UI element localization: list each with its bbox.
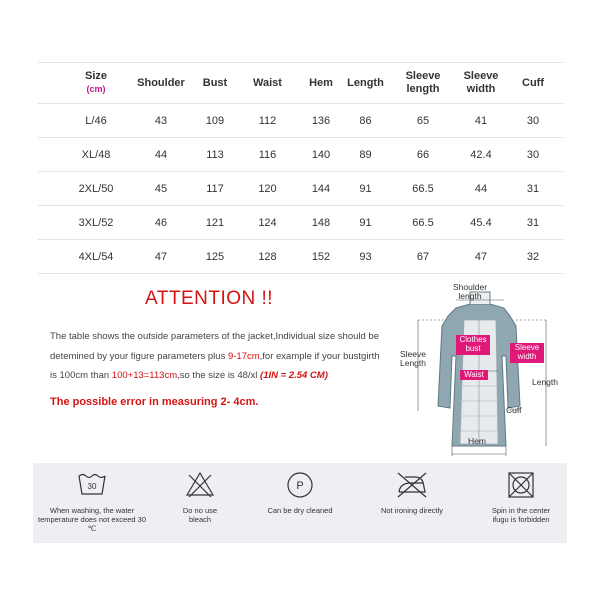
cell-cuff: 32 [526, 250, 540, 263]
cell-bust: 113 [206, 148, 224, 161]
label-shoulder-length: Shoulder length [453, 282, 488, 301]
care-label-no-tumble-dry: Spin in the center ifugu is forbidden [491, 506, 551, 524]
care-item-wash [33, 463, 151, 543]
cell-shoulder: 44 [154, 148, 168, 161]
dry-clean-icon [285, 470, 315, 500]
label-clothes-bust: Clothes bust [456, 335, 490, 355]
no-bleach-icon [185, 470, 215, 498]
cell-waist: 112 [258, 114, 277, 127]
svg-text:P: P [296, 480, 304, 492]
table-row [38, 172, 563, 206]
cell-hem: 140 [311, 148, 331, 161]
cell-length: 91 [359, 182, 372, 195]
table-row [38, 138, 563, 172]
care-label-wash: When washing, the water temperature does not exceed 30 ℃ [38, 506, 146, 533]
cell-shoulder: 46 [154, 216, 168, 229]
cell-cuff: 30 [526, 114, 540, 127]
jacket-measurement-diagram [398, 282, 568, 456]
care-item-no-iron [367, 463, 457, 543]
cell-cuff: 31 [526, 216, 540, 229]
header-bust: Bust [202, 76, 228, 89]
cell-sleeve-length: 66 [416, 148, 430, 161]
cell-hem: 148 [311, 216, 331, 229]
cell-size: 3XL/52 [78, 216, 114, 229]
label-length: Length [532, 377, 558, 387]
cell-sleeve-width: 47 [474, 250, 488, 263]
no-tumble-dry-icon [506, 470, 536, 500]
label-waist: Waist [460, 370, 488, 380]
svg-text:30: 30 [87, 482, 97, 491]
attention-line-3: is 100cm than 100+13=113cm,so the size is 48/xl (1IN = 2.54 CM) [50, 370, 328, 381]
cell-hem: 144 [311, 182, 331, 195]
care-item-no-bleach [165, 463, 235, 543]
label-sleeve-length: Sleeve Length [400, 349, 426, 368]
cell-shoulder: 43 [154, 114, 168, 127]
cell-waist: 116 [258, 148, 277, 161]
table-header-row [38, 62, 563, 104]
header-shoulder: Shoulder [137, 76, 185, 89]
care-label-no-iron: Not ironing directly [380, 506, 444, 515]
label-hem: Hem [468, 436, 486, 446]
header-sleeve-length: Sleeve length [405, 70, 441, 95]
cell-sleeve-width: 44 [474, 182, 488, 195]
care-label-dry-clean: Can be dry cleaned [267, 506, 333, 515]
table-row [38, 240, 563, 274]
cell-sleeve-length: 65 [416, 114, 430, 127]
cell-shoulder: 45 [154, 182, 168, 195]
cell-length: 89 [359, 148, 372, 161]
size-table [38, 62, 563, 274]
cell-bust: 109 [205, 114, 225, 127]
cell-sleeve-width: 42.4 [470, 148, 492, 161]
cell-sleeve-width: 45.4 [470, 216, 492, 229]
cell-shoulder: 47 [154, 250, 168, 263]
cell-size: 2XL/50 [78, 182, 114, 195]
cell-length: 86 [359, 114, 372, 127]
label-sleeve-width: Sleeve width [510, 343, 544, 363]
cell-bust: 117 [206, 182, 224, 195]
table-row [38, 104, 563, 138]
header-size-unit: (cm) [86, 84, 106, 94]
care-item-dry-clean [255, 463, 345, 543]
cell-hem: 152 [311, 250, 331, 263]
care-item-no-tumble-dry [481, 463, 561, 543]
header-length: Length [347, 76, 384, 89]
cell-waist: 128 [258, 250, 277, 263]
header-cuff: Cuff [522, 76, 544, 89]
cell-cuff: 30 [526, 148, 540, 161]
cell-bust: 125 [205, 250, 225, 263]
cell-sleeve-length: 66.5 [412, 182, 434, 195]
table-row [38, 206, 563, 240]
cell-cuff: 31 [526, 182, 540, 195]
no-iron-icon [395, 470, 429, 498]
cell-size: 4XL/54 [78, 250, 114, 263]
cell-waist: 124 [258, 216, 277, 229]
cell-sleeve-length: 67 [416, 250, 430, 263]
care-instructions-bar [33, 463, 567, 543]
header-hem: Hem [309, 76, 333, 89]
header-waist: Waist [253, 76, 282, 89]
attention-line-1: The table shows the outside parameters of the jacket,Individual size should be [50, 331, 379, 342]
cell-size: L/46 [85, 114, 107, 127]
cell-size: XL/48 [81, 148, 111, 161]
header-size: Size (cm) [84, 70, 107, 94]
cell-bust: 121 [205, 216, 225, 229]
header-sleeve-width: Sleeve width [463, 70, 499, 95]
care-label-no-bleach: Do no use bleach [182, 506, 218, 524]
measurement-error-note: The possible error in measuring 2- 4cm. [50, 396, 259, 408]
cell-length: 91 [359, 216, 372, 229]
attention-line-2: detemined by your figure parameters plus 9-17cm,for example if your bustgirth [50, 351, 380, 362]
attention-title: ATTENTION !! [145, 288, 274, 309]
cell-sleeve-length: 66.5 [412, 216, 434, 229]
label-cuff: Cuff [506, 405, 522, 415]
cell-hem: 136 [311, 114, 331, 127]
cell-waist: 120 [258, 182, 277, 195]
cell-sleeve-width: 41 [474, 114, 488, 127]
wash-30-icon [77, 470, 107, 498]
cell-length: 93 [359, 250, 372, 263]
